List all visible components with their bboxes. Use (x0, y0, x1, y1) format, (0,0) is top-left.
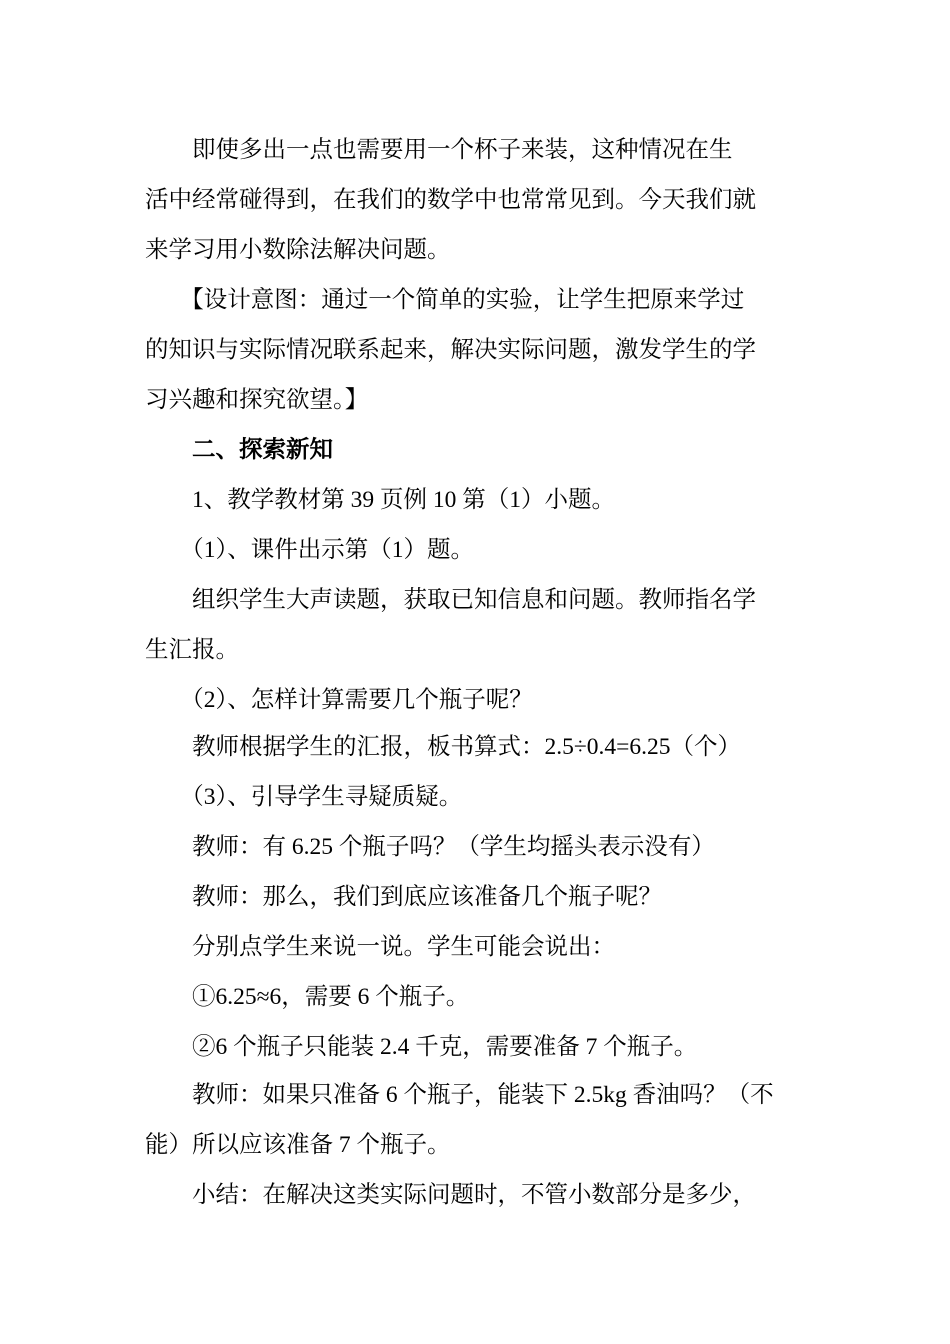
text-line: ②6 个瓶子只能装 2.4 千克，需要准备 7 个瓶子。 (145, 1034, 698, 1060)
text-line: （1）、课件出示第（1）题。 (145, 537, 474, 563)
paragraph-intro (145, 125, 808, 275)
paragraph-summary (145, 1170, 808, 1220)
text-line: （2）、怎样计算需要几个瓶子呢？ (145, 687, 533, 713)
text-line: 的知识与实际情况联系起来，解决实际问题，激发学生的学 (145, 337, 756, 363)
text-line: 教师：如果只准备 6 个瓶子，能装下 2.5kg 香油吗？（不 (145, 1082, 774, 1108)
text-line: 来学习用小数除法解决问题。 (145, 237, 451, 263)
paragraph-step-1 (145, 475, 808, 525)
text-line: 【设计意图：通过一个简单的实验，让学生把原来学过 (145, 287, 745, 313)
text-line: 生汇报。 (145, 637, 239, 663)
paragraph-student-answers (145, 922, 808, 972)
paragraph-teacher-question-3 (145, 1070, 808, 1170)
paragraph-substep-1 (145, 525, 808, 575)
text-line: 能）所以应该准备 7 个瓶子。 (145, 1132, 451, 1158)
text-line: 分别点学生来说一说。学生可能会说出： (145, 934, 615, 960)
text-line: 小结：在解决这类实际问题时，不管小数部分是多少， (145, 1182, 756, 1208)
text-line: 教师：有 6.25 个瓶子吗？（学生均摇头表示没有） (145, 834, 715, 860)
paragraph-teacher-question-2 (145, 872, 808, 922)
paragraph-teacher-question-1 (145, 822, 808, 872)
paragraph-answer-2 (145, 1022, 808, 1072)
text-line: 即使多出一点也需要用一个杯子来装，这种情况在生 (145, 137, 733, 163)
paragraph-read-problem (145, 575, 808, 675)
text-line: 教师根据学生的汇报，板书算式：2.5÷0.4=6.25（个） (145, 734, 742, 760)
paragraph-design-intent (145, 275, 808, 425)
text-line: 组织学生大声读题，获取已知信息和问题。教师指名学 (145, 587, 756, 613)
text-line: ①6.25≈6，需要 6 个瓶子。 (145, 984, 470, 1010)
section-title: 二、探索新知 (145, 437, 333, 463)
text-line: 活中经常碰得到，在我们的数学中也常常见到。今天我们就 (145, 187, 756, 213)
paragraph-substep-3 (145, 772, 808, 822)
text-line: 1、教学教材第 39 页例 10 第（1）小题。 (145, 487, 615, 513)
paragraph-answer-1 (145, 972, 808, 1022)
section-heading (145, 425, 808, 475)
text-line: 教师：那么，我们到底应该准备几个瓶子呢？ (145, 884, 662, 910)
text-line: 习兴趣和探究欲望。】 (145, 387, 369, 413)
text-line: （3）、引导学生寻疑质疑。 (145, 784, 463, 810)
paragraph-substep-2 (145, 675, 808, 725)
paragraph-formula (145, 722, 808, 772)
